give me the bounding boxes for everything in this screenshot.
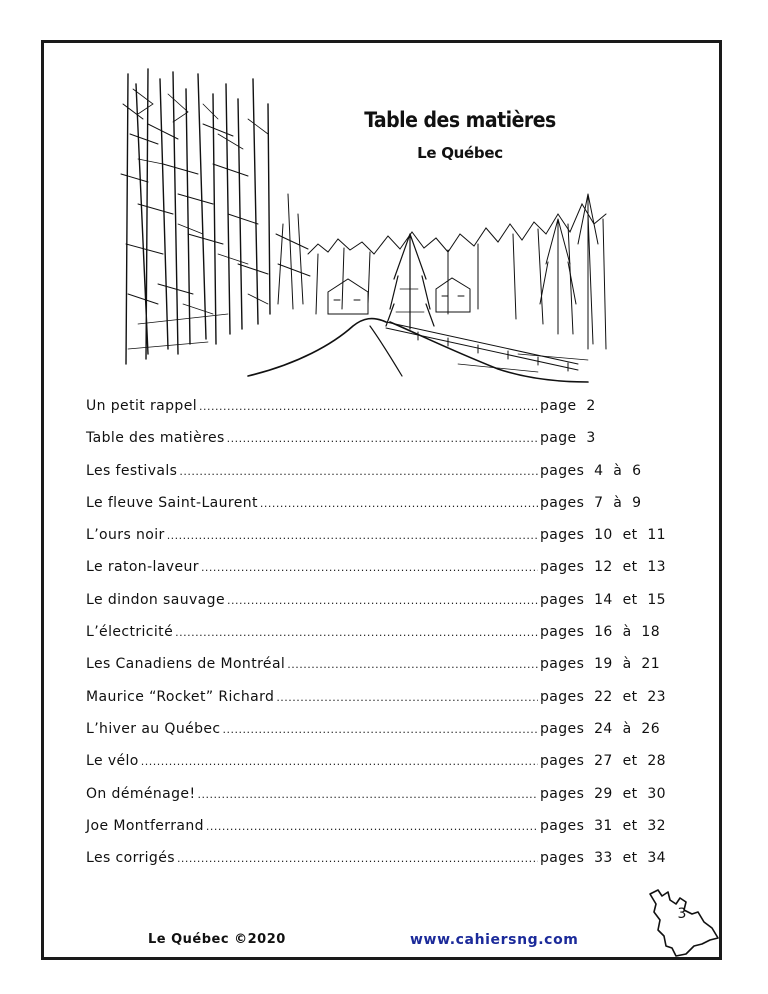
toc-entry-pages: pages 24 à 26 (540, 720, 661, 737)
toc-entry (86, 398, 686, 430)
toc-entry-pages: pages 22 et 23 (540, 688, 666, 705)
toc-entry-label: L’hiver au Québec (86, 720, 221, 737)
toc-entry-pages: pages 7 à 9 (540, 494, 642, 511)
toc-entry-pages: page 2 (540, 398, 596, 414)
dot-leader (201, 561, 538, 574)
toc-entry-label: Un petit rappel (86, 398, 197, 414)
toc-entry-pages: pages 19 à 21 (540, 656, 661, 673)
dot-leader (227, 594, 538, 607)
toc-entry-pages: pages 4 à 6 (540, 462, 642, 479)
toc-entry (86, 656, 686, 688)
toc-entry (86, 624, 686, 656)
toc-entry-pages: pages 29 et 30 (540, 785, 666, 802)
toc-entry (86, 818, 686, 850)
toc-entry-label: Table des matières (86, 430, 225, 447)
toc-entry-pages: pages 12 et 13 (540, 559, 666, 576)
toc-entry-label: L’ours noir (86, 527, 165, 544)
toc-entry-pages: pages 16 à 18 (540, 624, 661, 641)
toc-entry (86, 592, 686, 624)
page-title: Table des matières (360, 108, 560, 132)
toc-entry-label: Les Canadiens de Montréal (86, 656, 286, 673)
toc-entry-pages: pages 31 et 32 (540, 817, 666, 834)
dot-leader (179, 465, 538, 478)
toc-entry-pages: pages 14 et 15 (540, 591, 666, 608)
toc-entry (86, 527, 686, 559)
toc-entry-label: Le dindon sauvage (86, 591, 225, 608)
dot-leader (167, 529, 538, 542)
toc-entry (86, 753, 686, 785)
toc-entry-pages: page 3 (540, 430, 596, 447)
toc-entry-label: Maurice “Rocket” Richard (86, 688, 275, 705)
dot-leader (141, 755, 538, 768)
toc-entry-label: L’électricité (86, 624, 174, 641)
toc-entry-label: Joe Montferrand (86, 817, 204, 834)
dot-leader (287, 658, 538, 671)
toc-entry-label: Les festivals (86, 462, 178, 479)
toc-entry (86, 689, 686, 721)
toc-entry (86, 559, 686, 591)
toc-entry-label: On déménage! (86, 785, 196, 802)
toc-entry-label: Le raton-laveur (86, 559, 199, 576)
page-number: 3 (677, 906, 687, 922)
toc-entry-pages: pages 27 et 28 (540, 753, 666, 770)
dot-leader (199, 400, 538, 413)
copyright-text: Le Québec ©2020 (148, 932, 286, 947)
toc-entry (86, 786, 686, 818)
dot-leader (276, 691, 538, 704)
table-of-contents (86, 398, 686, 882)
dot-leader (177, 852, 538, 865)
dot-leader (175, 626, 538, 639)
toc-entry (86, 850, 686, 882)
toc-entry-pages: pages 33 et 34 (540, 850, 666, 867)
toc-entry-label: Le vélo (86, 753, 139, 770)
page-subtitle: Le Québec (398, 144, 522, 162)
toc-entry-label: Le fleuve Saint-Laurent (86, 494, 258, 511)
toc-entry (86, 463, 686, 495)
dot-leader (227, 432, 538, 445)
quebec-map-icon (646, 884, 722, 960)
toc-entry-label: Les corrigés (86, 850, 175, 867)
dot-leader (223, 723, 538, 736)
dot-leader (206, 820, 538, 833)
toc-entry (86, 721, 686, 753)
dot-leader (260, 497, 538, 510)
toc-entry (86, 495, 686, 527)
toc-entry (86, 430, 686, 462)
website-link[interactable]: www.cahiersng.com (410, 932, 579, 948)
dot-leader (197, 788, 538, 801)
toc-entry-pages: pages 10 et 11 (540, 527, 666, 544)
